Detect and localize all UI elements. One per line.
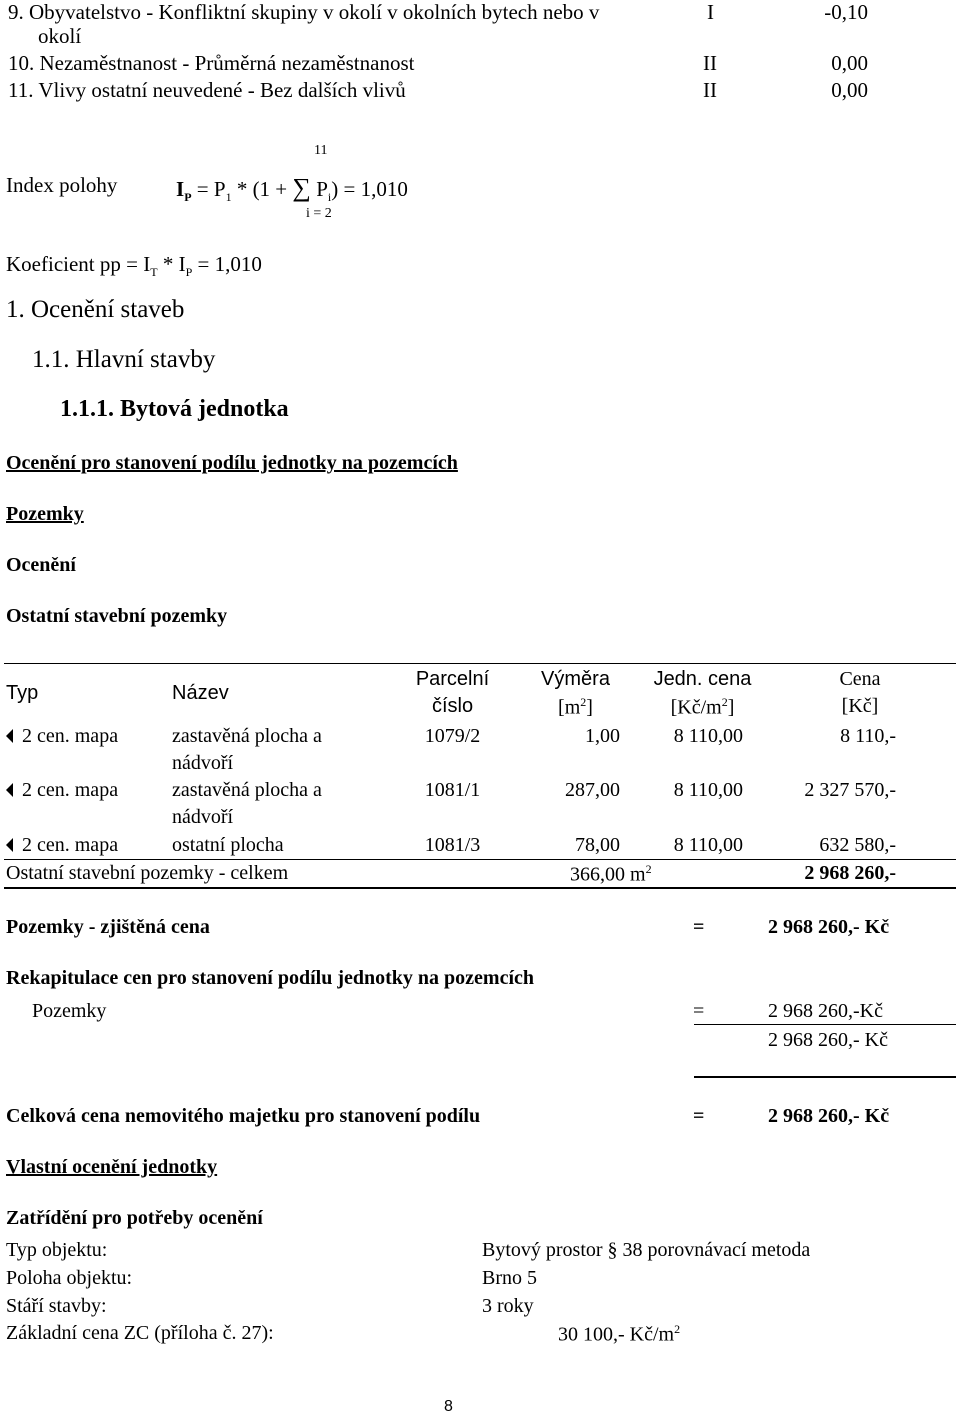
section-oceneni: Ocenění xyxy=(6,554,76,576)
koeficient-formula: Koeficient pp = $I_T * I_P = 1,010$ xyxy=(6,252,262,280)
row1-typ: 2 cen. mapa xyxy=(22,725,119,747)
stari-stavby-value: 3 roky xyxy=(482,1295,534,1317)
rekap-sum-value: 2 968 260,- Kč xyxy=(768,1029,888,1051)
header-cena-unit: [Kč] xyxy=(841,695,879,717)
row3-jedn: 8 110,00 xyxy=(673,834,743,856)
heading-hlavni-stavby: 1.1. Hlavní stavby xyxy=(32,346,216,373)
rekap-bottom-rule xyxy=(694,1076,956,1078)
celkova-cena-value: 2 968 260,- Kč xyxy=(768,1105,890,1127)
row2-nazev-cont: nádvoří xyxy=(172,806,234,828)
factor-10-label: 10. Nezaměstnanost - Průměrná nezaměstnanost xyxy=(8,51,415,75)
row-marker xyxy=(6,838,13,852)
row1-nazev-cont: nádvoří xyxy=(172,752,234,774)
header-cena: Cena xyxy=(839,668,881,690)
pozemky-cena-eq: = xyxy=(693,916,705,938)
header-typ: Typ xyxy=(6,682,39,704)
rekap-item-value: 2 968 260,-Kč xyxy=(768,1000,883,1022)
row3-parcela: 1081/3 xyxy=(424,834,481,856)
typ-objektu-label: Typ objektu: xyxy=(6,1239,108,1261)
total-price: 2 968 260,- xyxy=(804,862,896,884)
factor-9-line2: okolí xyxy=(38,24,82,48)
celkova-cena-label: Celková cena nemovitého majetku pro stanovení podílu xyxy=(6,1105,481,1127)
row1-parcela: 1079/2 xyxy=(424,725,481,747)
table-mid-rule xyxy=(4,859,956,860)
row1-vymera: 1,00 xyxy=(585,725,620,747)
factor-11-class: II xyxy=(703,78,717,102)
factor-11-value: 0,00 xyxy=(831,78,868,102)
vlastni-oceneni-heading: Vlastní ocenění jednotky xyxy=(6,1156,218,1178)
celkova-cena-eq: = xyxy=(693,1105,705,1127)
row3-cena: 632 580,- xyxy=(819,834,896,856)
row2-nazev: zastavěná plocha a xyxy=(172,779,322,801)
section-pozemky: Pozemky xyxy=(6,503,84,525)
row1-jedn: 8 110,00 xyxy=(673,725,743,747)
header-jedn-cena: Jedn. cena xyxy=(653,668,752,690)
rekap-rule xyxy=(694,1024,956,1025)
row2-jedn: 8 110,00 xyxy=(673,779,743,801)
row2-typ: 2 cen. mapa xyxy=(22,779,119,801)
row3-vymera: 78,00 xyxy=(575,834,620,856)
index-formula: $I_P = P_1 * (1$ + ∑ $P_i) = 1,010$ xyxy=(176,173,408,205)
page-number: 8 xyxy=(444,1398,453,1415)
section-oceneni-podilu: Ocenění pro stanovení podílu jednotky na pozemcích xyxy=(6,452,458,474)
row3-nazev: ostatní plocha xyxy=(172,834,284,856)
pozemky-cena-label: Pozemky - zjištěná cena xyxy=(6,916,210,938)
rekap-title: Rekapitulace cen pro stanovení podílu jednotky na pozemcích xyxy=(6,967,534,989)
row1-cena: 8 110,- xyxy=(840,725,896,747)
pozemky-cena-value: 2 968 260,- Kč xyxy=(768,916,890,938)
zakladni-cena-value: 30 100,- $Kč/m^2$ xyxy=(558,1322,681,1346)
section-ostatni-pozemky: Ostatní stavební pozemky xyxy=(6,605,228,627)
row-marker xyxy=(6,729,13,743)
factor-10-value: 0,00 xyxy=(831,51,868,75)
row-marker xyxy=(6,783,13,797)
table-bottom-rule xyxy=(4,887,956,889)
zatrideni-title: Zatřídění pro potřeby ocenění xyxy=(6,1207,263,1229)
header-parcelni: Parcelní xyxy=(415,668,490,690)
header-vymera: Výměra xyxy=(541,668,610,690)
row1-nazev: zastavěná plocha a xyxy=(172,725,322,747)
header-cislo: číslo xyxy=(431,695,474,717)
header-nazev: Název xyxy=(172,682,229,704)
sigma-symbol: ∑ xyxy=(292,173,311,202)
factor-10-class: II xyxy=(703,51,717,75)
poloha-objektu-label: Poloha objektu: xyxy=(6,1267,133,1289)
heading-oceneni-staveb: 1. Ocenění staveb xyxy=(6,296,185,323)
total-area: 366,00 $m^2$ xyxy=(570,862,652,886)
sum-upper-limit: 11 xyxy=(314,143,328,158)
rekap-item-label: Pozemky xyxy=(32,1000,107,1022)
stari-stavby-label: Stáří stavby: xyxy=(6,1295,107,1317)
factor-9-line1: 9. Obyvatelstvo - Konfliktní skupiny v okolí v okolních bytech nebo v xyxy=(8,0,600,24)
typ-objektu-value: Bytový prostor § 38 porovnávací metoda xyxy=(482,1239,811,1261)
row2-parcela: 1081/1 xyxy=(424,779,481,801)
total-label: Ostatní stavební pozemky - celkem xyxy=(6,862,289,884)
row2-vymera: 287,00 xyxy=(565,779,620,801)
factor-9-class: I xyxy=(707,0,714,24)
header-jedn-unit: $[Kč/m^2]$ xyxy=(670,695,735,719)
factor-11-label: 11. Vlivy ostatní neuvedené - Bez dalších vlivů xyxy=(8,78,406,102)
zakladni-cena-label: Základní cena ZC (příloha č. 27): xyxy=(6,1322,274,1344)
row3-typ: 2 cen. mapa xyxy=(22,834,119,856)
index-label: Index polohy xyxy=(6,173,118,197)
row2-cena: 2 327 570,- xyxy=(804,779,896,801)
header-vymera-unit: $[m^2]$ xyxy=(558,695,593,719)
poloha-objektu-value: Brno 5 xyxy=(482,1267,537,1289)
sum-lower-limit: i = 2 xyxy=(306,206,332,221)
table-top-rule xyxy=(4,663,956,664)
factor-9-value: -0,10 xyxy=(824,0,868,24)
heading-bytova-jednotka: 1.1.1. Bytová jednotka xyxy=(60,396,289,422)
rekap-item-eq: = xyxy=(693,1000,705,1022)
